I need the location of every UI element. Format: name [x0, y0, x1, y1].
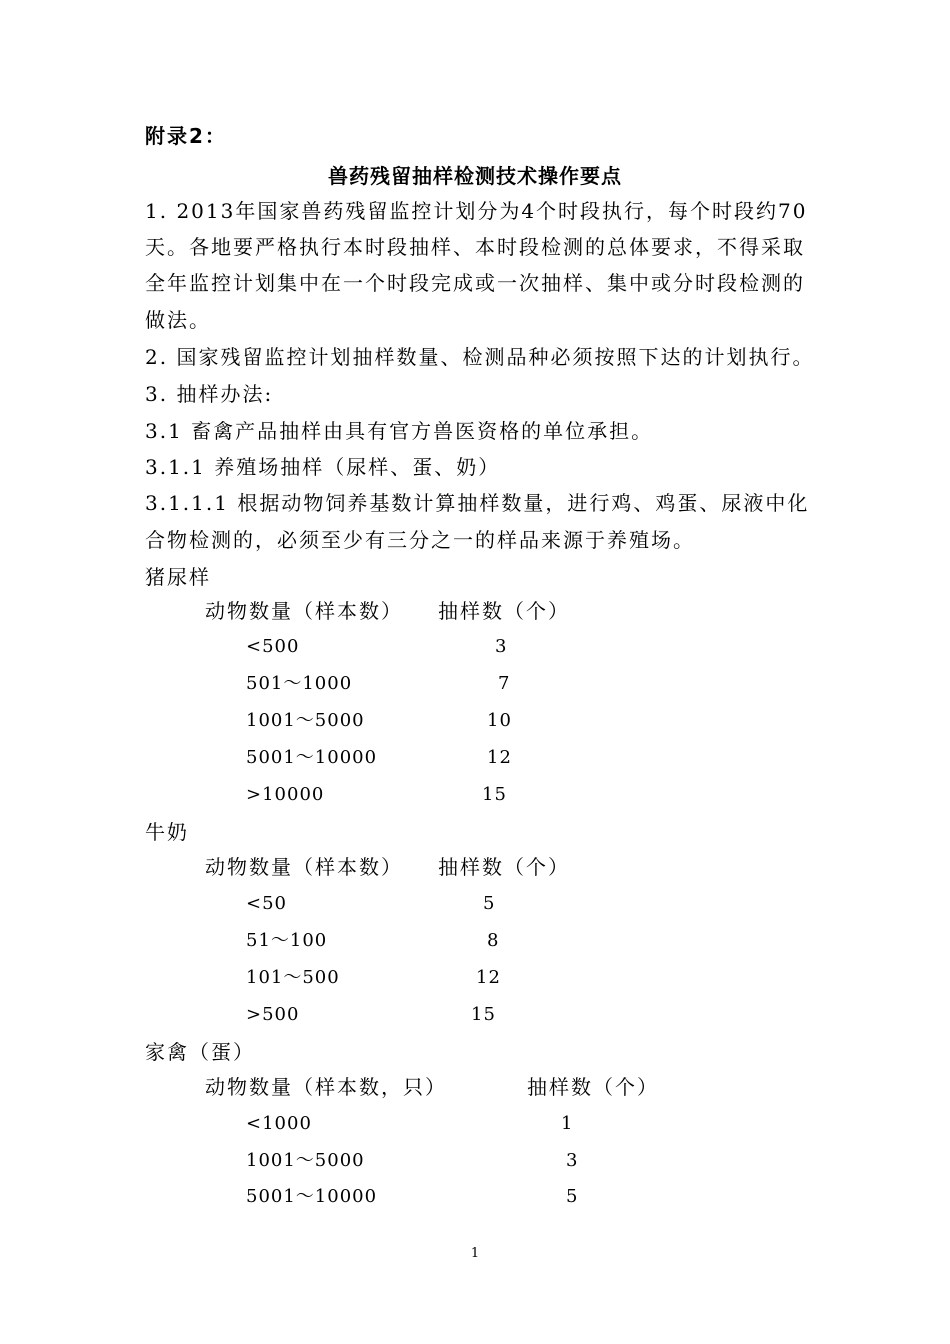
document-title: 兽药残留抽样检测技术操作要点	[328, 164, 622, 188]
table-cell-range: >500	[246, 1004, 300, 1025]
table-cell-count: 1	[561, 1113, 574, 1134]
table-cell-range: >10000	[246, 784, 325, 805]
paragraph-line: 3.1.1 养殖场抽样（尿样、蛋、奶）	[145, 455, 501, 479]
paragraph-line: 全年监控计划集中在一个时段完成或一次抽样、集中或分时段检测的	[145, 271, 805, 295]
table-header-left: 动物数量（样本数，只）	[205, 1075, 447, 1099]
table-cell-range: 1001～5000	[246, 1150, 365, 1171]
table-cell-count: 3	[566, 1150, 579, 1171]
table-cell-range: 5001～10000	[246, 747, 378, 768]
table-header-left: 动物数量（样本数）	[205, 599, 403, 623]
paragraph-line: 做法。	[145, 308, 211, 332]
table-cell-range: 501～1000	[246, 673, 353, 694]
table-label: 猪尿样	[145, 565, 211, 589]
table-header-right: 抽样数（个）	[527, 1075, 659, 1099]
table-cell-range: <500	[246, 636, 300, 657]
table-header-left: 动物数量（样本数）	[205, 855, 403, 879]
page-number: 1	[470, 1246, 480, 1261]
paragraph-line: 2. 国家残留监控计划抽样数量、检测品种必须按照下达的计划执行。	[145, 345, 815, 369]
table-cell-count: 12	[487, 747, 512, 768]
table-cell-count: 3	[495, 636, 508, 657]
paragraph-line: 1. 2013年国家兽药残留监控计划分为4个时段执行，每个时段约70	[145, 199, 808, 223]
table-cell-count: 8	[487, 930, 500, 951]
table-cell-count: 5	[483, 893, 496, 914]
table-cell-range: 51～100	[246, 930, 328, 951]
table-cell-count: 5	[566, 1186, 579, 1207]
table-cell-range: 101～500	[246, 967, 340, 988]
table-label: 牛奶	[145, 820, 189, 844]
table-cell-range: <1000	[246, 1113, 312, 1134]
table-cell-count: 15	[471, 1004, 496, 1025]
paragraph-line: 天。各地要严格执行本时段抽样、本时段检测的总体要求，不得采取	[145, 235, 805, 259]
table-header-right: 抽样数（个）	[438, 599, 570, 623]
table-cell-range: 1001～5000	[246, 710, 365, 731]
table-cell-count: 10	[487, 710, 512, 731]
table-cell-range: <50	[246, 893, 287, 914]
table-header-right: 抽样数（个）	[438, 855, 570, 879]
table-label: 家禽（蛋）	[145, 1040, 255, 1064]
paragraph-line: 3. 抽样办法:	[145, 382, 274, 406]
paragraph-line: 3.1.1.1 根据动物饲养基数计算抽样数量，进行鸡、鸡蛋、尿液中化	[145, 491, 810, 515]
appendix-label: 附录2：	[145, 124, 227, 148]
paragraph-line: 合物检测的，必须至少有三分之一的样品来源于养殖场。	[145, 528, 695, 552]
table-cell-count: 15	[482, 784, 507, 805]
table-cell-count: 7	[498, 673, 511, 694]
paragraph-line: 3.1 畜禽产品抽样由具有官方兽医资格的单位承担。	[145, 419, 654, 443]
table-cell-range: 5001～10000	[246, 1186, 378, 1207]
table-cell-count: 12	[476, 967, 501, 988]
